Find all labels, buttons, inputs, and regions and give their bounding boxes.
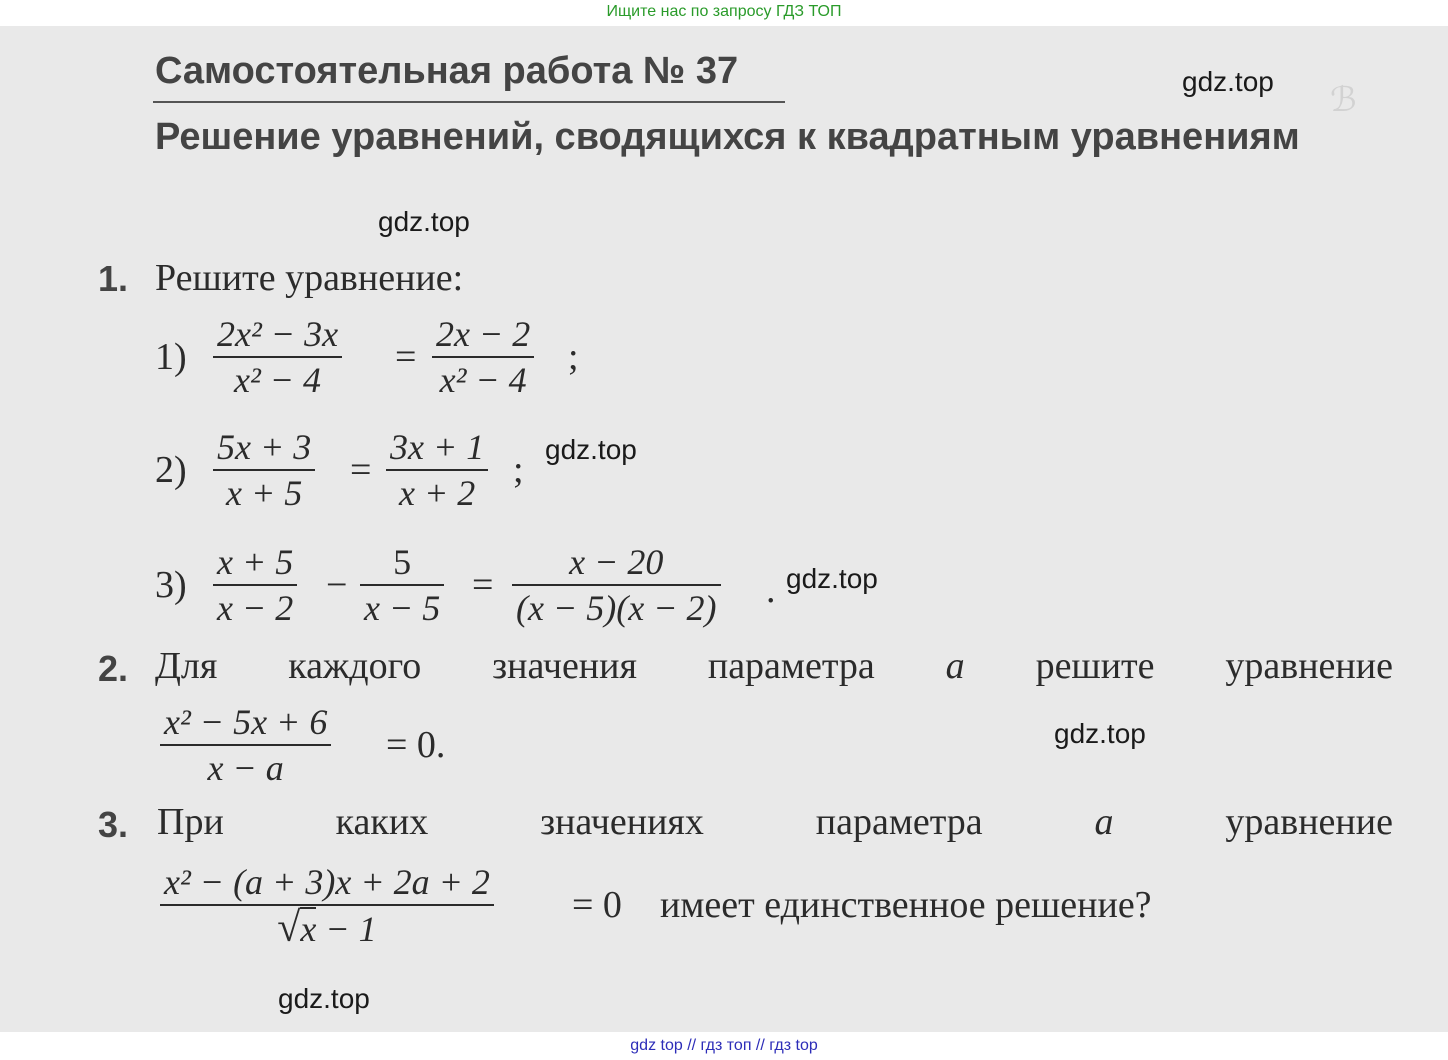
word: Для [155,645,218,687]
parameter-a: a [1094,801,1114,843]
watermark: gdz.top [1054,718,1146,749]
denominator [273,906,380,951]
word: параметра [707,645,875,687]
fraction [386,425,488,515]
word: значения [492,645,637,687]
numerator: 2x − 2 [436,314,531,354]
task-3-number: 3. [98,804,129,845]
denominator: x² − 4 [439,360,527,400]
watermark: gdz.top [278,983,370,1014]
fraction [432,312,534,402]
punctuation: ; [513,449,524,491]
numerator: x + 5 [217,542,294,582]
fraction [213,540,297,630]
task-2-prompt [155,644,1393,688]
fraction [512,540,721,630]
page-title: Самостоятельная работа № 37 [155,50,739,92]
word: уравнение [1225,801,1393,843]
bleed-through-text: ℬ [1330,82,1357,119]
word: решите [1035,645,1155,687]
page-subtitle: Решение уравнений, сводящихся к квадратным уравнениям [155,116,1300,158]
fraction [213,425,315,515]
fraction [160,860,494,951]
minus-sign: − [326,564,348,606]
task-1-number: 1. [98,258,129,299]
word: уравнение [1225,645,1393,687]
radicand: x [300,909,317,949]
denominator: x − a [207,748,284,788]
word: каждого [288,645,422,687]
fraction [360,540,444,630]
equation-rhs: = 0. [386,724,446,766]
sqrt-icon: √ [277,905,301,951]
item-label: 3) [155,564,187,606]
numerator: 5x + 3 [217,427,312,467]
numerator: 3x + 1 [390,427,485,467]
numerator: 5 [393,542,412,582]
watermark: gdz.top [1182,66,1274,97]
word: значениях [540,801,704,843]
word: параметра [815,801,983,843]
top-banner[interactable]: Ищите нас по запросу ГДЗ ТОП [606,3,842,20]
denominator: x + 2 [399,473,476,513]
item-label: 1) [155,336,187,378]
denominator: x − 2 [217,588,294,628]
title-underline [153,101,785,103]
denominator: x − 5 [364,588,441,628]
punctuation: ; [568,336,579,378]
watermark: gdz.top [545,434,637,465]
equation-rhs: = 0 [572,884,622,926]
watermark: gdz.top [786,563,878,594]
denominator: x + 5 [226,473,303,513]
denominator: x² − 4 [233,360,322,400]
punctuation: . [766,569,776,611]
fraction [213,312,342,402]
numerator: x − 20 [569,542,664,582]
parameter-a: a [945,645,965,687]
bottom-banner[interactable]: gdz top // гдз топ // гдз top [630,1037,818,1054]
equals-sign: = [350,449,372,491]
equals-sign: = [472,564,494,606]
word: При [157,801,224,843]
numerator: 2x² − 3x [217,314,339,354]
task-2-number: 2. [98,648,129,689]
task-1-prompt: Решите уравнение: [155,257,464,299]
task-3-tail: имеет единственное решение? [660,884,1152,926]
item-label: 2) [155,449,187,491]
numerator: x² − (a + 3)x + 2a + 2 [164,862,490,902]
equals-sign: = [395,336,417,378]
watermark: gdz.top [378,206,470,237]
word: каких [335,801,429,843]
denominator-rest: − 1 [316,909,377,949]
task-3-prompt [157,800,1393,844]
fraction [160,700,331,790]
denominator: (x − 5)(x − 2) [516,588,717,628]
numerator: x² − 5x + 6 [164,702,328,742]
